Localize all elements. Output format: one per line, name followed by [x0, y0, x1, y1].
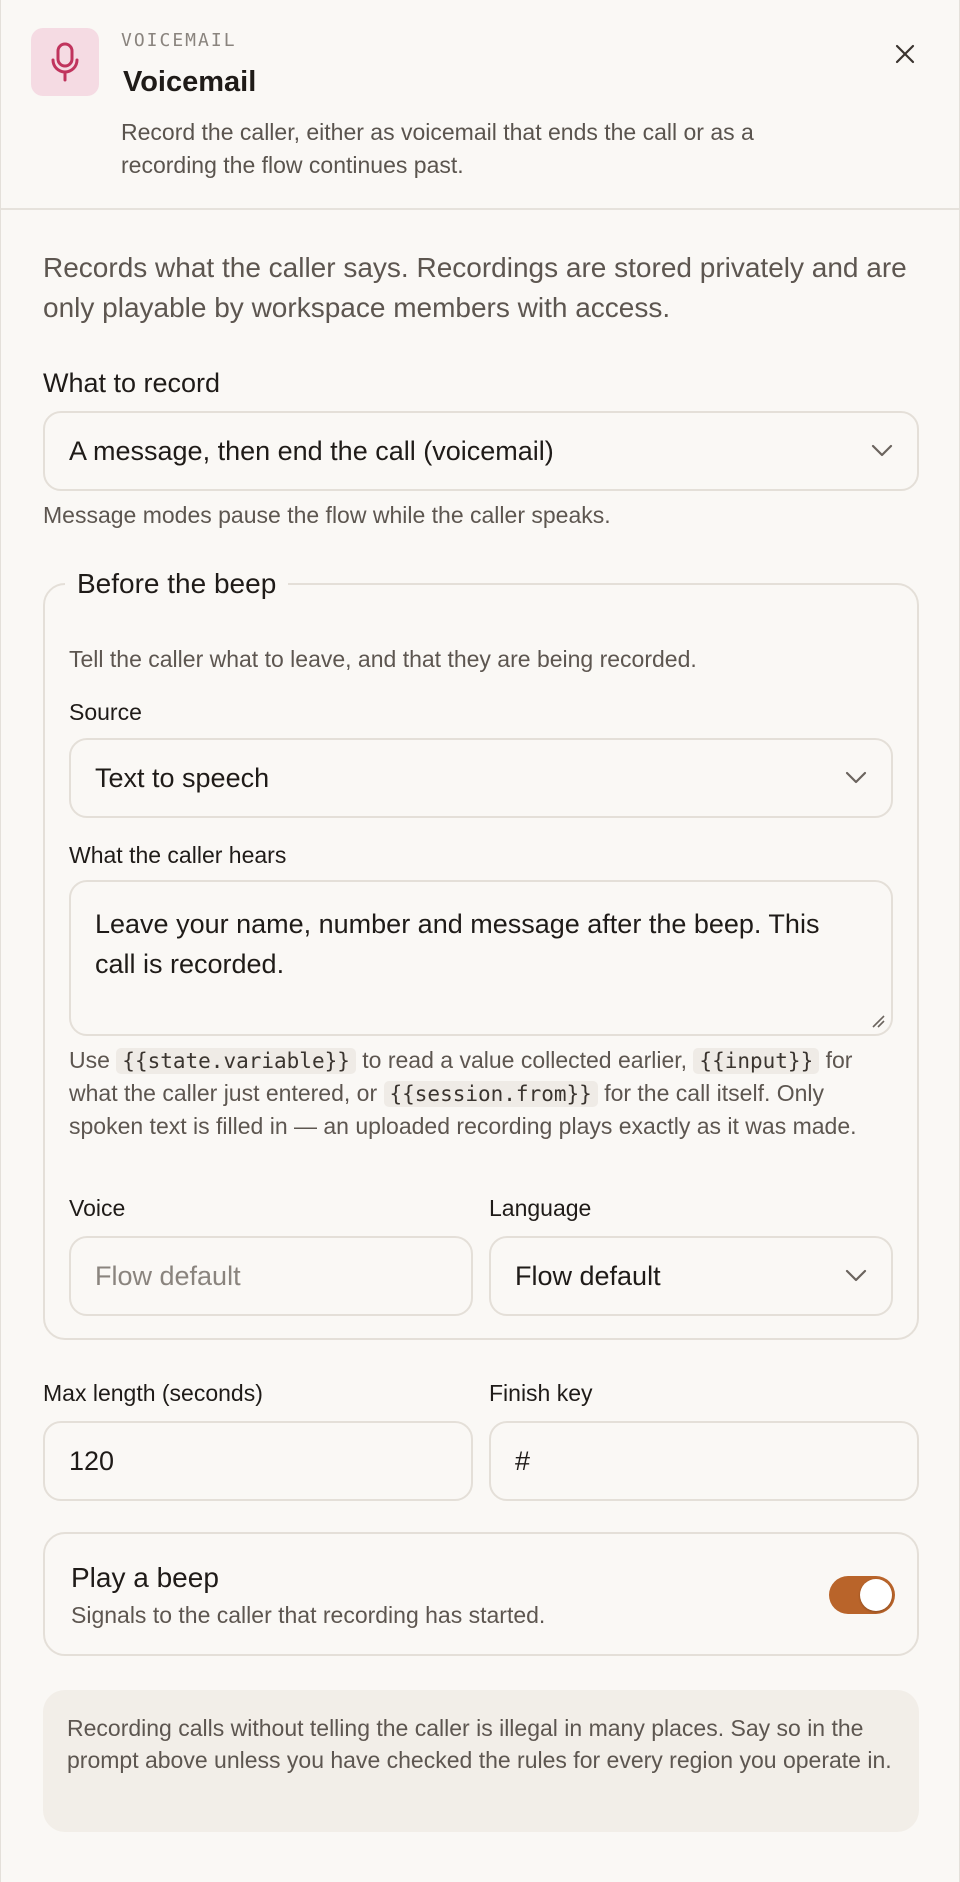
panel-subtitle: Record the caller, either as voicemail that ends the call or as a recording the flow continues past.: [121, 119, 754, 178]
chevron-down-icon: [871, 444, 893, 458]
voice-input[interactable]: [69, 1236, 473, 1316]
template-variables-help: [69, 1044, 899, 1142]
what-to-record-label: What to record: [43, 368, 221, 398]
session-from-code: {{session.from}}: [384, 1081, 598, 1107]
state-variable-code: {{state.variable}}: [116, 1048, 356, 1074]
play-beep-title: Play a beep: [71, 1562, 219, 1593]
finish-key-input[interactable]: [489, 1421, 919, 1501]
play-beep-card: [43, 1532, 919, 1656]
close-icon: [895, 44, 915, 64]
source-select[interactable]: [69, 738, 893, 818]
panel-title: Voicemail: [123, 66, 257, 98]
source-label: Source: [69, 699, 142, 725]
language-label: Language: [489, 1195, 592, 1221]
source-value: Text to speech: [95, 762, 270, 793]
caller-hears-value: Leave your name, number and message after the beep. This call is recorded.: [95, 909, 820, 979]
what-to-record-select[interactable]: [43, 411, 919, 491]
before-beep-description: Tell the caller what to leave, and that they are being recorded.: [69, 646, 697, 672]
max-length-input[interactable]: [43, 1421, 473, 1501]
help-text-4: for the call itself. Only spoken text is filled in — an uploaded recording plays exactly as it was made.: [69, 1080, 857, 1139]
help-text-1: Use: [69, 1047, 110, 1073]
max-length-value: 120: [69, 1445, 115, 1476]
intro-text: Records what the caller says. Recordings are stored privately and are only playable by workspace members with access.: [43, 252, 907, 323]
voice-placeholder: Flow default: [95, 1260, 241, 1291]
language-value: Flow default: [515, 1260, 661, 1291]
toggle-knob: [860, 1579, 892, 1611]
help-text-2: to read a value collected earlier,: [362, 1047, 688, 1073]
input-code: {{input}}: [693, 1048, 819, 1074]
recording-legal-notice: Recording calls without telling the caller is illegal in many places. Say so in the prompt above unless you have checked the rules for every region you operate in.: [43, 1690, 919, 1832]
chevron-down-icon: [845, 1269, 867, 1283]
microphone-icon: [31, 28, 99, 96]
help-text-3: for what the caller just entered, or: [69, 1047, 853, 1106]
resize-grip-icon[interactable]: [871, 1014, 885, 1028]
close-button[interactable]: [887, 36, 923, 72]
what-to-record-hint: Message modes pause the flow while the caller speaks.: [43, 502, 611, 528]
finish-key-value: #: [515, 1445, 531, 1476]
node-type-eyebrow: VOICEMAIL: [121, 30, 237, 51]
caller-hears-textarea[interactable]: [69, 880, 893, 1036]
what-to-record-value: A message, then end the call (voicemail): [69, 435, 554, 466]
before-beep-legend: Before the beep: [77, 568, 277, 599]
caller-hears-label: What the caller hears: [69, 842, 287, 868]
max-length-label: Max length (seconds): [43, 1380, 263, 1406]
play-beep-description: Signals to the caller that recording has started.: [71, 1602, 546, 1628]
voice-label: Voice: [69, 1195, 126, 1221]
language-select[interactable]: [489, 1236, 893, 1316]
chevron-down-icon: [845, 771, 867, 785]
panel-header: [1, 0, 959, 210]
play-beep-toggle[interactable]: [829, 1576, 895, 1614]
finish-key-label: Finish key: [489, 1380, 593, 1406]
